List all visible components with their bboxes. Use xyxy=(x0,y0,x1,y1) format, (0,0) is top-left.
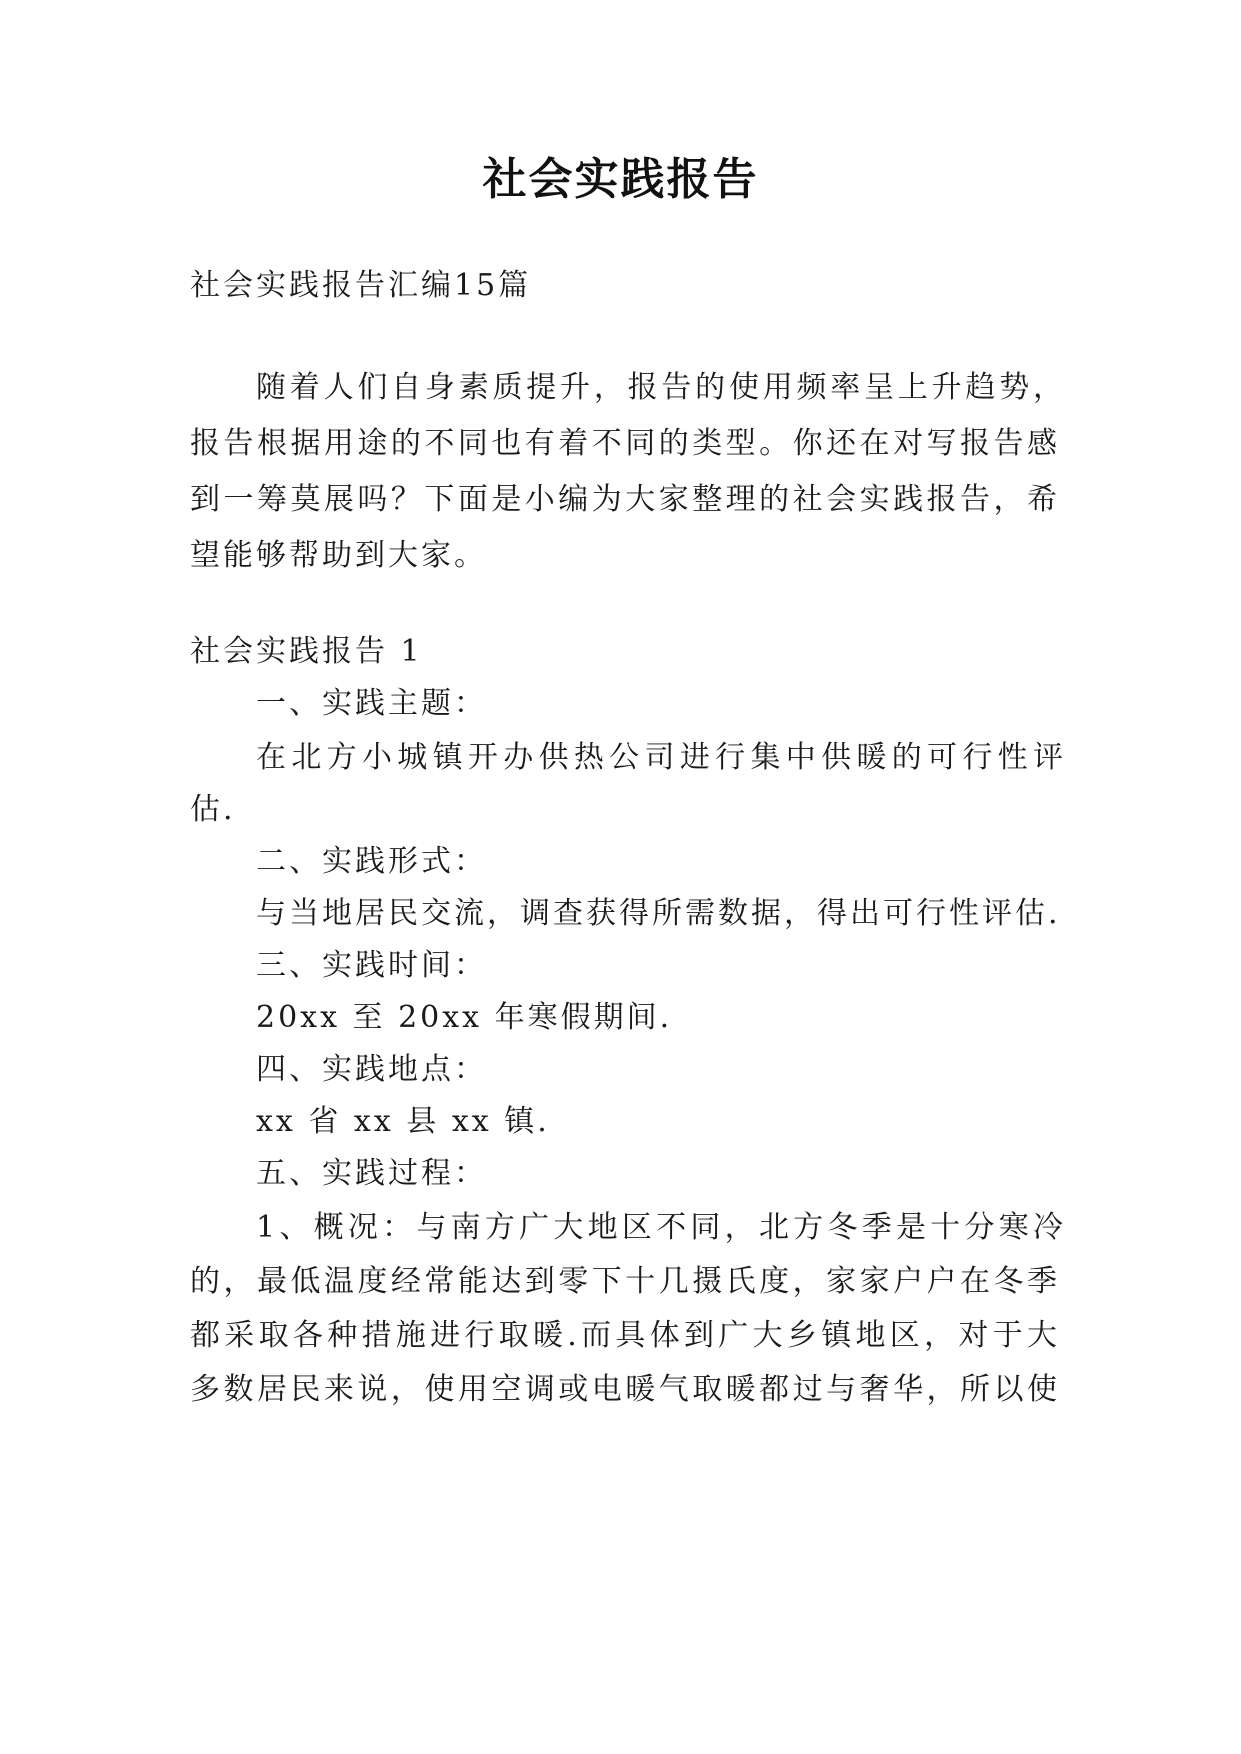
intro-line-2: 报告根据用途的不同也有着不同的类型。你还在对写报告感 xyxy=(190,426,1060,461)
intro-line-4: 望能够帮助到大家。 xyxy=(190,538,487,573)
process-text-line-1: 1、概况：与南方广大地区不同，北方冬季是十分寒冷 xyxy=(256,1210,1066,1245)
theme-text-line-1: 在北方小城镇开办供热公司进行集中供暖的可行性评 xyxy=(256,740,1066,775)
place-text: xx 省 xx 县 xx 镇. xyxy=(256,1104,550,1139)
process-text-line-3: 都采取各种措施进行取暖.而具体到广大乡镇地区，对于大 xyxy=(190,1318,1060,1353)
time-label: 三、实践时间： xyxy=(256,948,487,983)
place-label: 四、实践地点： xyxy=(256,1052,487,1087)
theme-text-line-2: 估. xyxy=(190,792,236,827)
process-text-line-4: 多数居民来说，使用空调或电暖气取暖都过与奢华，所以使 xyxy=(190,1372,1060,1407)
document-subtitle: 社会实践报告汇编15篇 xyxy=(190,268,532,303)
process-label: 五、实践过程： xyxy=(256,1156,487,1191)
time-text: 20xx 至 20xx 年寒假期间. xyxy=(256,1000,673,1035)
intro-line-1: 随着人们自身素质提升，报告的使用频率呈上升趋势， xyxy=(256,370,1066,405)
form-text: 与当地居民交流，调查获得所需数据，得出可行性评估. xyxy=(256,896,1061,931)
process-text-line-2: 的，最低温度经常能达到零下十几摄氏度，家家户户在冬季 xyxy=(190,1264,1060,1299)
document-title: 社会实践报告 xyxy=(482,154,759,205)
theme-label: 一、实践主题： xyxy=(256,686,487,721)
intro-line-3: 到一筹莫展吗？下面是小编为大家整理的社会实践报告，希 xyxy=(190,482,1060,517)
form-label: 二、实践形式： xyxy=(256,844,487,879)
section-heading: 社会实践报告 1 xyxy=(190,634,423,669)
